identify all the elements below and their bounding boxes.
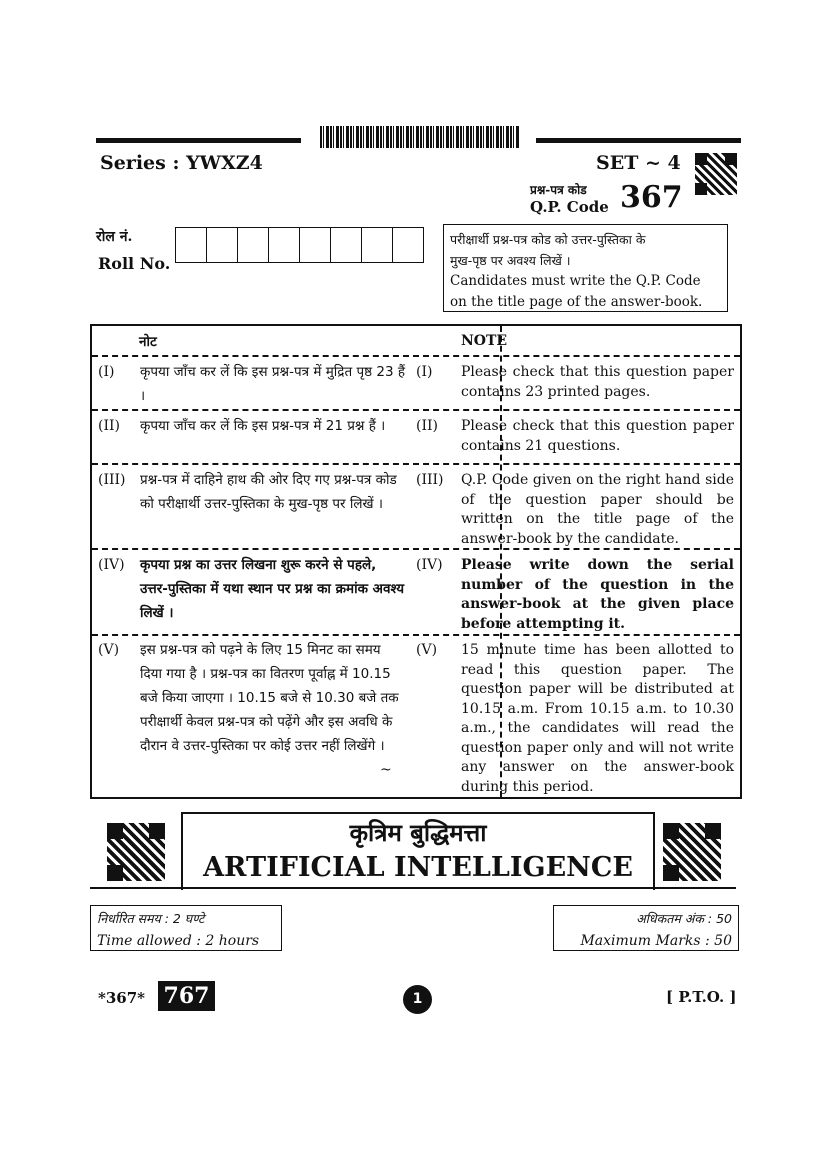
note-english: Please write down the serial number of the question in the answer-book at the given place before attempting it.	[461, 557, 734, 632]
note-english: Please check that this question paper contains 23 printed pages.	[461, 364, 734, 400]
set-label: SET ~ 4	[596, 152, 681, 174]
notes-header-hindi: नोट	[139, 334, 157, 350]
note-number: (V)	[416, 642, 438, 658]
subject-title: ARTIFICIAL INTELLIGENCE	[203, 852, 633, 883]
candidate-note-english-1: Candidates must write the Q.P. Code	[450, 273, 701, 289]
row-divider	[92, 409, 740, 411]
marks-hindi: अधिकतम अंक : 50	[636, 911, 732, 926]
header-rule-left	[96, 138, 301, 143]
note-hindi: कृपया जाँच कर लें कि इस प्रश्न-पत्र में मुद्रित पृष्ठ 23 हैं ।	[140, 364, 406, 404]
qr-code-left-icon	[107, 823, 165, 881]
note-hindi: इस प्रश्न-पत्र को पढ़ने के लिए 15 मिनट का समय दिया गया है । प्रश्न-पत्र का वितरण पूर्वाह्न में 10.15 बजे किया जाएगा । 10.15 बजे से 10.30 बजे तक परीक्षार्थी केवल प्रश्न-पत्र को पढ़ेंगे और इस अवधि के दौरान वे उत्तर-पुस्तिका पर कोई उत्तर नहीं लिखेंगे ।	[140, 642, 399, 754]
qp-code-label-hindi: प्रश्न-पत्र कोड	[530, 183, 587, 197]
roll-label-hindi: रोल नं.	[96, 229, 133, 245]
roll-label: Roll No.	[98, 254, 171, 273]
subject-title-hindi: कृत्रिम बुद्धिमत्ता	[349, 819, 487, 847]
notes-header-english: NOTE	[461, 333, 508, 349]
note-number: (I)	[98, 364, 115, 380]
candidate-note-hindi-1: परीक्षार्थी प्रश्न-पत्र कोड को उत्तर-पुस्तिका के	[450, 232, 646, 247]
qr-code-right-icon	[663, 823, 721, 881]
time-english: Time allowed : 2 hours	[97, 933, 260, 949]
qp-code-value: 367	[620, 180, 683, 215]
qp-code-label: Q.P. Code	[530, 198, 609, 216]
header-rule-right	[536, 138, 741, 143]
roll-digit-box[interactable]	[393, 228, 423, 262]
roll-digit-box[interactable]	[331, 228, 362, 262]
notes-table	[90, 324, 742, 799]
candidate-instruction-box	[443, 224, 728, 312]
note-number: (III)	[416, 472, 444, 488]
candidate-note-hindi-2: मुख-पृष्ठ पर अवश्य लिखें ।	[450, 253, 571, 268]
note-english: 15 minute time has been allotted to read this question paper. The question paper will be distributed at 10.15 a.m. From 10.15 a.m. to 10.30 a.m., the candidates will read the question paper only and will not write any answer on the answer-book during this period.	[461, 642, 734, 795]
paper-code-tag: *367*	[98, 989, 145, 1007]
roll-digit-box[interactable]	[362, 228, 393, 262]
note-number: (I)	[416, 364, 433, 380]
roll-number-boxes[interactable]	[175, 227, 424, 263]
candidate-note-english-2: on the title page of the answer-book.	[450, 294, 703, 310]
title-rule	[90, 887, 736, 889]
roll-digit-box[interactable]	[238, 228, 269, 262]
row-divider	[92, 463, 740, 465]
roll-digit-box[interactable]	[300, 228, 331, 262]
paper-code-badge: 767	[158, 981, 215, 1011]
note-hindi: प्रश्न-पत्र में दाहिने हाथ की ओर दिए गए प्रश्न-पत्र कोड को परीक्षार्थी उत्तर-पुस्तिका के मुख-पृष्ठ पर लिखें ।	[140, 472, 397, 512]
note-hindi: कृपया जाँच कर लें कि इस प्रश्न-पत्र में 21 प्रश्न हैं ।	[140, 418, 386, 434]
row-divider	[92, 355, 740, 357]
time-hindi: निर्धारित समय : 2 घण्टे	[97, 911, 205, 926]
page-number: 1	[403, 985, 432, 1014]
note-number: (IV)	[416, 557, 443, 573]
note-number: (IV)	[98, 557, 125, 573]
note-number: (II)	[98, 418, 120, 434]
note-mark: ~	[380, 762, 392, 778]
barcode	[320, 126, 520, 148]
series-label: Series : YWXZ4	[100, 152, 263, 174]
row-divider	[92, 634, 740, 636]
note-number: (III)	[98, 472, 126, 488]
marks-english: Maximum Marks : 50	[580, 933, 732, 949]
roll-digit-box[interactable]	[269, 228, 300, 262]
note-english: Please check that this question paper contains 21 questions.	[461, 418, 734, 454]
roll-digit-box[interactable]	[207, 228, 238, 262]
note-english: Q.P. Code given on the right hand side of the question paper should be written on the title page of the answer-book by the candidate.	[461, 472, 734, 547]
time-allowed-box	[90, 905, 282, 951]
maximum-marks-box	[553, 905, 739, 951]
roll-digit-box[interactable]	[176, 228, 207, 262]
note-number: (II)	[416, 418, 438, 434]
note-number: (V)	[98, 642, 120, 658]
note-hindi: कृपया प्रश्न का उत्तर लिखना शुरू करने से पहले, उत्तर-पुस्तिका में यथा स्थान पर प्रश्न का क्रमांक अवश्य लिखें ।	[140, 557, 405, 621]
pto-label: [ P.T.O. ]	[666, 988, 737, 1006]
qr-code-icon	[695, 153, 737, 195]
